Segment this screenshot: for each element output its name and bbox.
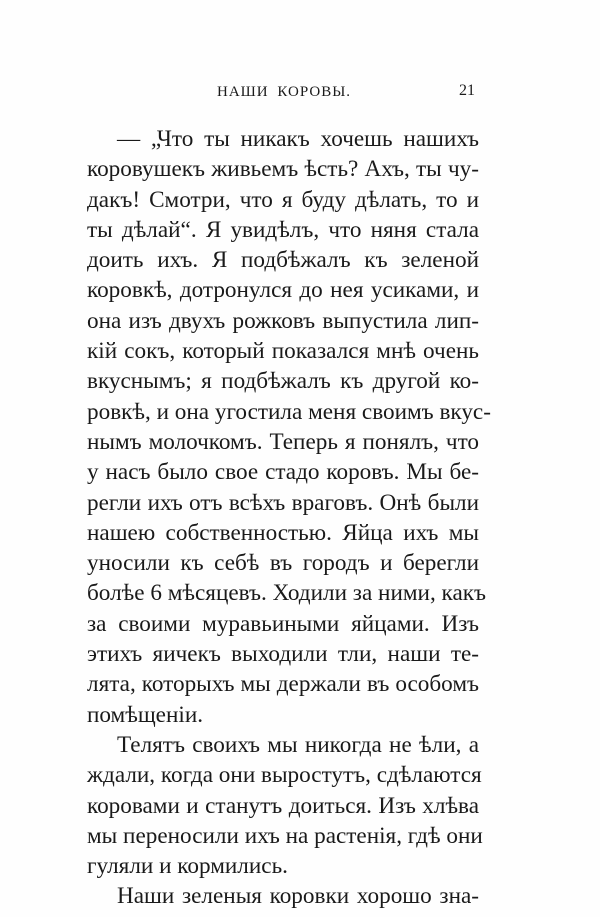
- text-line: гуляли и кормились.: [87, 853, 288, 880]
- body-text: [87, 124, 491, 912]
- text-line: ровкѣ, и она угостила меня своимъ вкус-: [87, 398, 491, 425]
- text-line: уносили къ себѣ въ городъ и берегли: [87, 550, 479, 577]
- text-line: лята, которыхъ мы держали въ особомъ: [87, 671, 479, 698]
- text-line: нымъ молочкомъ. Теперь я понялъ, что: [87, 428, 479, 455]
- text-line: мы переносили ихъ на растенія, гдѣ они: [87, 822, 483, 849]
- text-line: кій сокъ, который показался мнѣ очень: [87, 338, 479, 365]
- text-line: коровкѣ, дотронулся до нея усиками, и: [87, 277, 479, 304]
- text-line: вкуснымъ; я подбѣжалъ къ другой ко-: [87, 368, 479, 395]
- text-line: ждали, когда они выростутъ, сдѣлаются: [87, 762, 482, 789]
- text-line: Телятъ своихъ мы никогда не ѣли, а: [117, 731, 479, 758]
- text-line: ты дѣлай“. Я увидѣлъ, что няня стала: [87, 216, 479, 243]
- text-line: этихъ яичекъ выходили тли, наши те-: [87, 641, 479, 668]
- text-line: регли ихъ отъ всѣхъ враговъ. Онѣ были: [87, 489, 479, 516]
- running-title: НАШИ КОРОВЫ.: [217, 84, 352, 100]
- text-line: за своими муравьиными яйцами. Изъ: [87, 610, 479, 637]
- text-line: помѣщеніи.: [87, 701, 204, 728]
- text-line: болѣе 6 мѣсяцевъ. Ходили за ними, какъ: [87, 580, 486, 607]
- text-line: у насъ было свое стадо коровъ. Мы бе-: [87, 459, 479, 486]
- text-line: Наши зеленыя коровки хорошо зна-: [117, 883, 479, 910]
- text-line: доить ихъ. Я подбѣжалъ къ зеленой: [87, 247, 479, 274]
- text-line: она изъ двухъ рожковъ выпустила лип-: [87, 307, 479, 334]
- text-line: нашею собственностью. Яйца ихъ мы: [87, 519, 479, 546]
- text-line: коровами и станутъ доиться. Изъ хлѣва: [87, 792, 479, 819]
- text-line: дакъ! Смотри, что я буду дѣлать, то и: [87, 186, 479, 213]
- text-line: — „Что ты никакъ хочешь нашихъ: [117, 126, 479, 152]
- text-line: коровушекъ живьемъ ѣсть? Ахъ, ты чу-: [87, 156, 479, 183]
- running-head: [87, 84, 479, 108]
- page-number: 21: [459, 82, 475, 99]
